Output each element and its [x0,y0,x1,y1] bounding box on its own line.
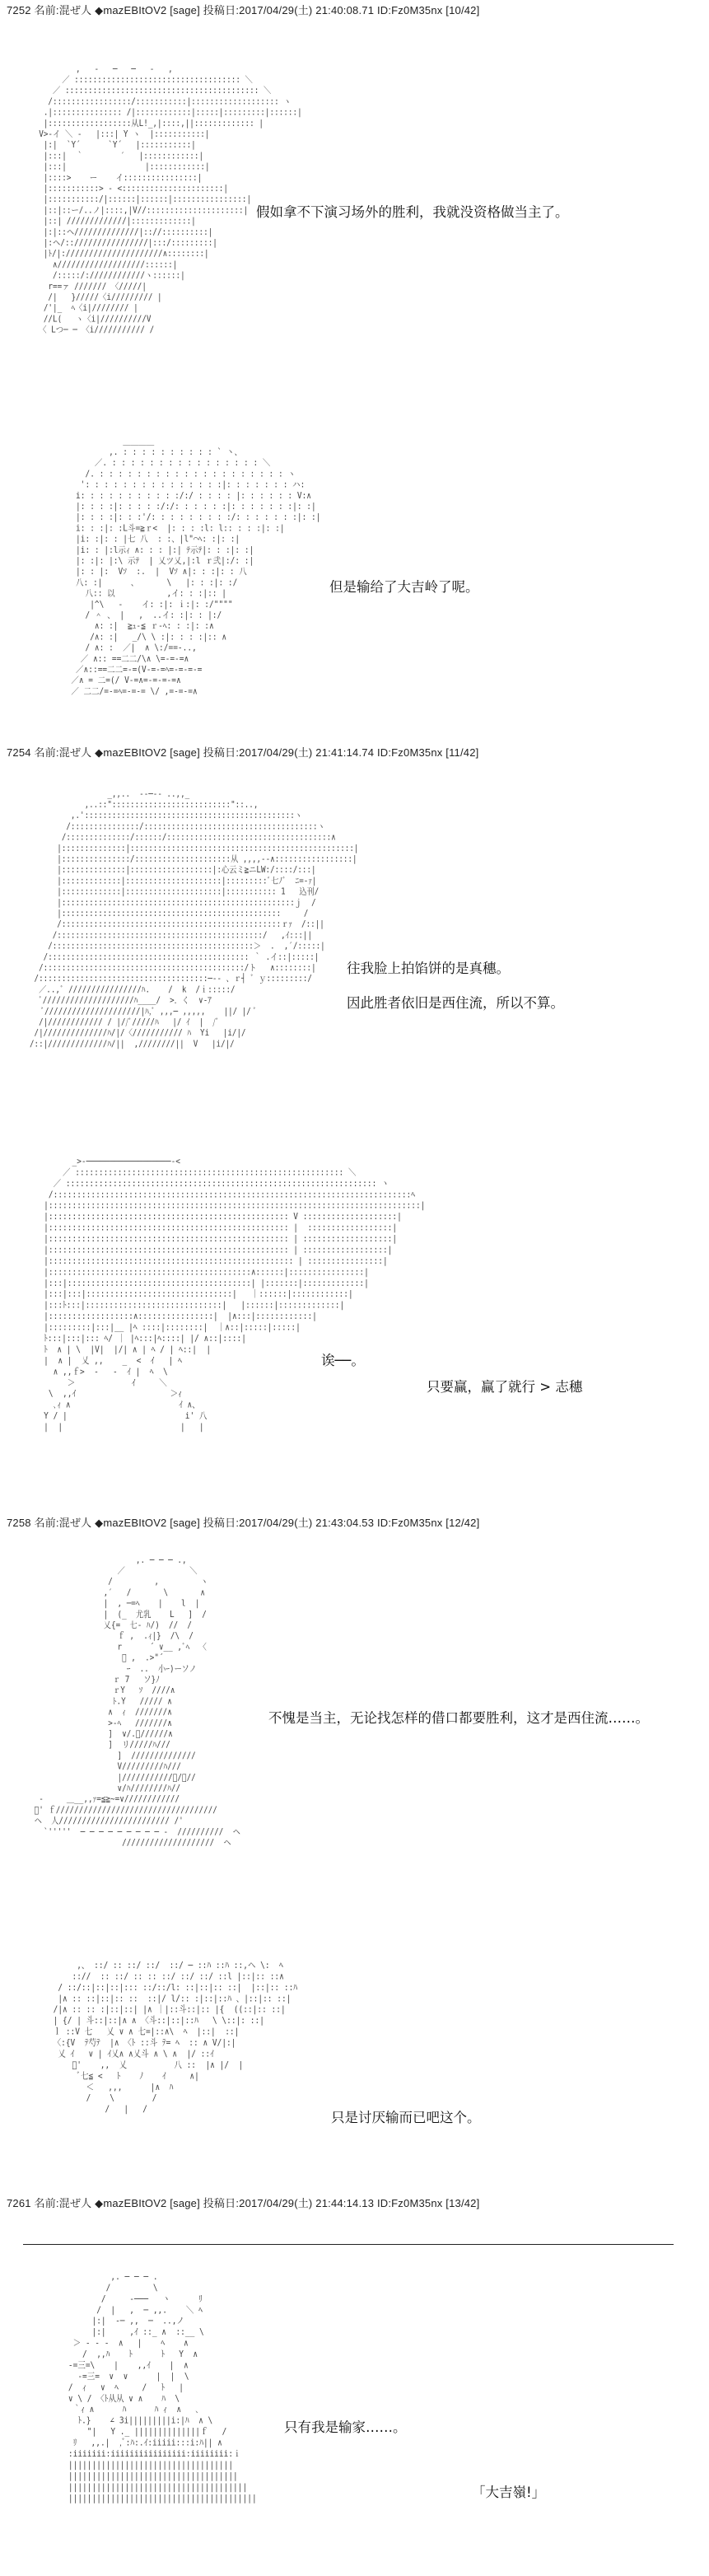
ascii-art-figure: ,、 ::/ :: ::/ ::/ ::/ ─ ::ﾊ ::ﾊ ::,ヘ \: ﾍ ::// :: ::/ :: :: ::/ ::/ ::/ ::l |::|:: ::∧ / ::/::|::|::|::: ::/::/l: ::|::|:: ::| |::|:: ::ﾊ |∧ :: ::|::|:: :: ::|/ l/:: :|::|::ﾊ 、|::|:: ::| /|∧ :: :: :|::|::| |∧ ｜|::斗::|:: |{ ((::|:: ::| | {/ | 斗::|::|∧ ∧ 〈斗::|::|::ﾊ \ \::|: ::| ｌ ::V 七 乂 ∨ ∧ 七=|::∧\ ﾍ |::| ::| 〈:{V ﾃ芍ﾃ |∧ 〈ﾄ ::斗 ﾃ= ﾍ :: ∧ V/|:| 乂 ｲ ∨ | ｲ乂∧ ∧乂斗 ∧ \ ∧ |/ ::ｲ ﾞ' ,, 乂 八 :: |∧ |/ | ﾞ七≦ < ﾄ ﾉ ｲ ∧| ＜ ,,, |∧ ﾊ / \ / / | / [53,1961,298,2115]
dialogue-line: 不愧是当主，无论找怎样的借口都要胜利，这才是西住流……。 [268,1710,649,1726]
dialogue-line: 只有我是输家……。 [284,2419,407,2435]
ascii-art-figure: ,. ─ ─ ─ . / \ / -─── ヽ ﾘ / | , ─ ,,. ＼ ﾍ |:| -─ ,, ─ ..,ノ |:| ,ｲ ::_ ∧ ::__ \ ＞ - - ‐ ∧ | ﾍ ∧ / ,,ﾊ ﾄ ﾄ Y ∧ -=三=\ | ,,ｲ | ∧ -=三= ∨ ∨ | | \ / ｨ ∨ ﾍ / ﾄ | ∨ \ / 〈ﾄ从从 ∨ ∧ ﾊ \ ｀ｨ ∧ ﾊ ﾊ ｨ ∧ ､ ﾄ.} ∠ 3i|||||||||i:|ﾊ ∧ \ "| Y ._ ||||||||||||||ｆ / ﾘ ,,.| ,ﾞ:ﾊ:.ｲ:iiiii:::i:ﾊ|| ∧ :iiiiiii:iiiiiiiiiiiiiiii:iiiiiiii:ｉ ||||||||||||||||||||||||||||||||||| |||||||||||||||||||||||||||||||||||| |||||||||||||||||||||||||||||||||||||| |||||||||||||||||||||||||||||||||||||||| [68,2272,257,2504]
separator-line [23,2244,674,2245]
post-header: 7261 名前:混ぜ人 ◆mazEBItOV2 [sage] 投稿日:2017/04/29(土) 21:44:14.13 ID:Fz0M35nx [13/42] [7,2197,480,2209]
dialogue-line: 但是输给了大吉岭了呢。 [329,579,479,595]
ascii-art-figure: ＿＿＿＿ ,. : : : : : : : : : : ` 丶、 ／. : : : : : : : : : : : : : : : : ＼ /. : : : : : : : : : : : : : : : : : : : : ヽ ': : : : : : : : : : : : : : :|: : : : : : : ハ: i: : : : : : : : : : :/:/ : : : : |: : : : : : V:∧ |: : : :|: : : : :/:/: : : : : :|: : : : : : :|: :| |: : : :|: : :'/: : : : : : : : :/: : : : : : :|: :| i: : :|: :L斗=≧ｒ< |: : : :l: l:: : : :|: :| |i: :|: : |七 八 : :、|l"⌒ﾍ: :|: :| |i: : |:l示ｨ ∧: : : |:| ﾃ示ﾃ|: : :|: :| |: :|: |:\ 示ﾃ | 乂ツ乂,|:l ｒ弐|:/: :| |: : |: Vｿ :. | Vｿ ∧|: : :|: : 八 八: :| 、 \ |: : :|: :/ 八:: 以 ,イ: : :|:: | |^\ ‐ イ: :|: ｉ:|: :/"""" / ＾ 、 | , ..イ: :|: : |:/ ∧: :| ≧ｭ‐≦ ｒ‐ﾍ: : :|: :∧ /∧: :| _/\ \ :|: : : :|:: ∧ / ∧: : ／| ∧ \:/==-.., ／ ∧:: ==二二/\∧ \=-=-=∧ ／∧::==二二=-=(V-=-=ﾍ=-=-=-= ／∧ = 二=(/ V-=∧=-=-=-=∧ ／ 二二/=-=ﾍ=-=-= \/ ,=-=-=∧ [71,437,321,697]
post-header: 7254 名前:混ぜ人 ◆mazEBItOV2 [sage] 投稿日:2017/04/29(土) 21:41:14.74 ID:Fz0M35nx [11/42] [7,746,479,759]
dialogue-line: 假如拿不下演习场外的胜利，我就没资格做当主了。 [256,204,569,220]
dialogue-line: 只是讨厌输而已吧这个。 [331,2110,481,2125]
ascii-art-figure: _>‐──────────────────‐< ／ ::::::::::::::::::::::::::::::::::::::::::::::::::::::::: ＼ ／ :::::::::::::::::::::::::::::::::::::::::::::::::::::::::::::::::: ヽ /::::::::::::::::::::::::::::::::::::::::::::::::::::::::::::::::::::::::::::ﾍ |:::::::::::::::::::::::::::::::::::::::::::::::::::::::::::::::::::::::::::::::| |::::::::::::::::::::::::::::::::::::::::::::::::::: V ::::::::::::::::::::| |::::::::::::::::::::::::::::::::::::::::::::::::::: | ::::::::::::::::::| |::::::::::::::::::::::::::::::::::::::::::::::::::: | :::::::::::::::::::| |::::::::::::::::::::::::::::::::::::::::::::::::::: | ::::::::::::::::::| |:::::::::::::::::::::::::::::::::::::::::::::::::::: | ::::::::::::::::| |:::::::::::::::::::::::::::::::::::::::::::∧::::::|::::::::::::::::| |:::|:::::::::::::::::::::::::::::::::::::::| |:::::::|:::::::::::::| |:::|:::|:::::::::::::::::::::::::::::::| ｜::::::|::::::::::::| |:::ﾄ:::|:::::::::::::::::::::::::::::| |::::::|:::::::::::::| |::::::::::::::::::∧::::::::::::::::| |∧:::|::::::::::::| |:::::::::|:::|__ |ﾍ ::::|::::::::| ｜∧::|:::::|:::::| ﾄ:::|:::|::: ﾍ/ ｜ |ﾍ:::|ﾍ::::| |/ ∧::|::::| ﾄ ∧ | \ |V| |/| ∧ | ﾍ / | ﾍ::| | | ∧ | 乂 ,, _ < ｲ | ﾍ ∧ ,,ｆ> ‐ ‐ ｲ | ﾍ \ ＞ ｲ ＼ \ ,,ｲ ＞ｨ ､ｨ ∧ ｲ ∧、 Y / | i' 八 | | | | [44,1157,426,1433]
ascii-art-figure: ,. ─ ─ ─ ., ／ ＼ / , ヽ ,′ / \ ∧ | , ─=ﾍ | l | | (_ 尤乳 L ] / 乂{= 七‐ ﾊ/) // / ｆ , .ｨ|} /\ / r ´ ∨__ ,ﾞﾍ 〈 ﾞ , .>"´ ｰ .. 小ｰ)ーソノ ｒ 7 ソ}ﾉ ｒY ｿ ////∧ ﾄ.Y ///// ∧ ∧ ｨ ///////∧ >-ﾍ ///////∧ ] ∨/.ﾟ//////∧ ] リ/////ﾊ/// ] ////////////// V/////////ﾊ/// |///////////ﾟ/ﾟ// ∨/ﾊ////////ﾊ// - ＿__,,ｧ=≦≧~=∨//////////// ﾞ' ｆ/////////////////////////////////// ヘ 人//////////////////////// /' `''''' ─ ─ ─ ─ ─ ─ ─ ─ ─ - ////////// ヘ //////////////////// ヘ [30,1555,240,1849]
post-header: 7258 名前:混ぜ人 ◆mazEBItOV2 [sage] 投稿日:2017/04/29(土) 21:43:04.53 ID:Fz0M35nx [12/42] [7,1517,480,1529]
ascii-art-figure: _,,.. --─-- ..,,_ ,..::"::::::::::::::::::::::::::"::.., ,.'::::::::::::::::::::::::::::::::::::::::::::::ヽ /:::::::::::::::/::::::::::::::::::::::::::::::::::::::ヽ /::::::::::::::/::::::/::::::::::::::::::::::::::::::::::::∧ |::::::::::::::|:::::::::::::::::::::::::::::::::::::::::::::::::| |:::::::::::::::/:::::::::::::::::::::从 ,,,,--∧:::::::::::::::::| |::::::::::::::|::::::::::::::::::|:心云ミ≧ニLW:/::::/:::| |:::::::::::::|:::::::::::::::::::::|:::::::::ﾞ七ﾉﾞ ﾆ=-ｧ| |:::::::::::::|:::::::::::::::::::::|::::::::::: 1 込刊/ |:::::::::::::::::::::::::::::::::::::::::::::::::::ｊ / |:::::::::::::::::::::::::::::::::::::::::::::::: / /::::::::::::::::::::::::::::::::::::::::::::::::ｒｧ /::|| /:::::::::::::::::::::::::::::::::::::::::::::/ ,ｲ:::|| /::::::::::::::::::::::::::::::::::::::::::::＞ . ,′/:::::| /:::::::::::::::::::::::::::::::::::::::::::: ｀ .イ::|:::::| /::::::::::::::::::::::::::::::::::::::::::::/ト ∧::::::::| /:::::::::::::::::::::::::::::::::::::─-- 、ｒ┤ ﾞ ｙ:::::::::/ ／..,ﾞ ////////////////ﾊ. / k /ｉ:::::/ ﾞ////////////////////ﾊ____/ >．く ∨-ｱ ﾞ/////////////////////|ﾊ,ﾞ ,,,─ ,,,,, ||/ |/ ﾞ /|//////////// / |//ﾞ/////ﾊ |/ ｲ | /ﾞ /|//////////////ﾊ/|/〈/////////// ﾊ Yi |i/|/ /::|/////////////ﾊ/|| ,////////|| V |i/|/ [30,789,359,1050]
dialogue-line: 只要赢，赢了就行 > 志穗 [427,1379,583,1395]
post-header: 7252 名前:混ぜ人 ◆mazEBItOV2 [sage] 投稿日:2017/04/29(土) 21:40:08.71 ID:Fz0M35nx [10/42] [7,4,480,16]
dialogue-line: 因此胜者依旧是西住流，所以不算。 [347,995,564,1011]
dialogue-line: 「大吉嶺!」 [472,2485,546,2500]
ascii-art-figure: , - ─ ─ - , ／ :::::::::::::::::::::::::::::::::::: ＼ ／ :::::::::::::::::::::::::::::::::::::::::: ＼ /:::::::::::::::::/:::::::::::|::::::::::::::::::: ヽ .|::::::::::::::: /|::::::::::::|:::::|:::::::::|::::::| |::::::::::::::::::从L!_,|::::,||::::::::::::: | V>-イ ＼ - |:::| Y ヽ |:::::::::::| |:| `Y´ `Y´ |:::::::::::| |:::| ｀ ′ |::::::::::::| |:::| |::::::::::::| |::::> ー イ::::::::::::::::| |:::::::::::> ‐ <::::::::::::::::::::::| |:::::::::::/|::::::|::::::|::::::::::::::::| |::|::ー/..ノ|::::,|V//:::::::::::::::::::::| |::| /////////////|:::::::::::::| |:|::ヘ//////////////|:://::::::::::| |:ヘ/::////////////////|:::/:::::::::| |ﾄ/|://///////////////////∧::::::::| ∧///////////////////::::::| /:::::/:////////////ヽ::::::| r==ァ /////// 〈/////| /| }/////〈i///////// | /'|_ ﾍ〈i|//////// | //L( ヽ〈i|//////////V 〈 Lつ─ ─ 〈i/////////// / [39,64,302,335]
dialogue-line: 诶──。 [321,1353,365,1368]
dialogue-line: 往我脸上拍馅饼的是真穗。 [347,961,510,976]
